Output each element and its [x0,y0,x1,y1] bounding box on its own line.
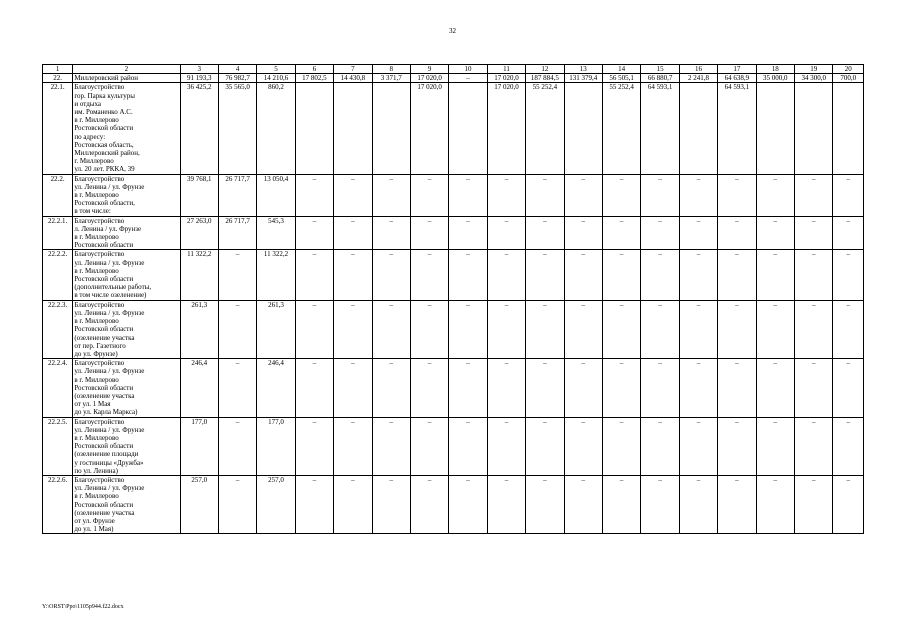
value-cell: – [487,475,525,533]
value-cell: – [718,417,756,475]
column-number-cell: 14 [602,65,640,74]
value-cell: – [526,300,564,358]
row-name-line: в г. Миллерово [74,116,119,125]
value-cell [449,83,487,174]
value-cell: 17 020,0 [410,83,448,174]
value-cell: – [295,250,333,300]
value-cell: – [833,300,864,358]
value-cell: – [718,250,756,300]
table-row [43,216,864,250]
value-cell: – [487,216,525,250]
value-cell: – [602,359,640,417]
table-row [43,475,864,533]
value-cell: 55 252,4 [602,83,640,174]
value-cell: 91 193,3 [180,74,218,83]
row-name-line: Благоустройство [74,417,125,426]
row-name-line: от пер. Газетного [74,341,126,350]
row-name [73,74,180,83]
value-cell: – [602,475,640,533]
row-name-line: Благоустройство [74,475,125,484]
row-code: 22.2.1. [43,216,73,250]
row-name-line: ул. Ленина / ул. Фрунзе [74,182,145,191]
row-name-line: ул. Ленина / ул. Фрунзе [74,258,145,267]
row-name-line: в том числе озеленение) [74,291,147,300]
value-cell: 545,3 [257,216,295,250]
value-cell: – [795,417,833,475]
value-cell: 27 263,0 [180,216,218,250]
row-name-line: в г. Миллерово [74,492,119,501]
value-cell: – [487,359,525,417]
value-cell: – [718,475,756,533]
value-cell: – [679,216,717,250]
row-name-line: до ул. Карла Маркса) [74,408,138,417]
row-name-line: до ул. Фрунзе) [74,349,118,358]
row-name [73,359,180,417]
value-cell: – [602,300,640,358]
row-name-line: Благоустройство [74,216,125,225]
value-cell: – [795,216,833,250]
value-cell: – [410,250,448,300]
row-code: 22.1. [43,83,73,174]
value-cell: 11 322,2 [257,250,295,300]
row-name-line: Ростовской области [74,275,134,284]
value-cell: – [602,417,640,475]
value-cell: – [833,359,864,417]
value-cell: – [526,359,564,417]
value-cell: 64 593,1 [718,83,756,174]
value-cell: 76 982,7 [218,74,256,83]
row-name-line: ул. 20 лет. РККА, 39 [74,165,135,174]
row-name-line: им. Романенко А.С. [74,108,133,117]
row-name-line: в г. Миллерово [74,317,119,326]
value-cell [833,83,864,174]
value-cell: – [295,174,333,216]
value-cell: – [449,359,487,417]
value-cell: – [449,300,487,358]
row-name-line: Благоустройство [74,83,125,92]
row-name-line: (озеленение участка [74,391,135,400]
value-cell: – [833,174,864,216]
value-cell: – [526,174,564,216]
value-cell: – [334,300,372,358]
value-cell: – [295,216,333,250]
value-cell: – [718,359,756,417]
value-cell: – [449,250,487,300]
row-name-line: Ростовской области [74,500,134,509]
value-cell: – [679,475,717,533]
table-row [43,359,864,417]
value-cell: – [641,216,679,250]
column-number-cell: 10 [449,65,487,74]
value-cell: 64 593,1 [641,83,679,174]
table-row [43,174,864,216]
value-cell: – [218,417,256,475]
row-name [73,174,180,216]
value-cell: – [564,359,602,417]
value-cell: – [334,475,372,533]
value-cell: – [679,359,717,417]
table-row [43,250,864,300]
value-cell: – [641,475,679,533]
row-name [73,300,180,358]
value-cell: – [602,216,640,250]
row-name-line: по ул. Ленина) [74,466,118,475]
value-cell: 177,0 [257,417,295,475]
row-name-line: (озеленение участка [74,508,135,517]
value-cell: 55 252,4 [526,83,564,174]
value-cell: – [602,250,640,300]
column-number-cell: 15 [641,65,679,74]
value-cell: – [756,359,794,417]
value-cell: – [487,300,525,358]
value-cell: 2 241,8 [679,74,717,83]
column-number-cell: 7 [334,65,372,74]
row-name-line: л. Ленина / ул. Фрунзе [74,224,142,233]
value-cell: – [410,300,448,358]
value-cell: – [718,300,756,358]
row-name-line: Ростовской области [74,383,134,392]
row-name-line: в г. Миллерово [74,266,119,275]
value-cell: – [756,174,794,216]
column-number-cell: 11 [487,65,525,74]
row-name-line: от ул. 1 Мая [74,400,111,409]
value-cell: – [795,475,833,533]
value-cell: – [372,359,410,417]
value-cell: 3 371,7 [372,74,410,83]
value-cell: 14 210,6 [257,74,295,83]
row-name-line: Ростовской области [74,124,134,133]
value-cell: – [410,417,448,475]
value-cell [334,83,372,174]
value-cell: 261,3 [257,300,295,358]
value-cell: – [564,417,602,475]
value-cell: – [833,250,864,300]
value-cell: – [756,216,794,250]
row-name-line: гор. Парка культуры [74,91,135,100]
value-cell: 17 020,0 [487,74,525,83]
value-cell: – [526,250,564,300]
value-cell: 56 505,1 [602,74,640,83]
row-name-line: в г. Миллерово [74,375,119,384]
column-number-cell: 18 [756,65,794,74]
row-code: 22.2.2. [43,250,73,300]
value-cell: – [295,359,333,417]
value-cell: 11 322,2 [180,250,218,300]
value-cell: 14 430,8 [334,74,372,83]
row-code: 22.2. [43,174,73,216]
value-cell: – [756,475,794,533]
column-number-cell: 12 [526,65,564,74]
value-cell: 187 884,5 [526,74,564,83]
row-name-line: от ул. Фрунзе [74,516,115,525]
column-number-cell: 5 [257,65,295,74]
value-cell: 257,0 [257,475,295,533]
value-cell: – [295,475,333,533]
value-cell [564,83,602,174]
row-name-line: Благоустройство [74,174,125,183]
row-code: 22. [43,74,73,83]
value-cell: – [833,417,864,475]
value-cell: – [487,174,525,216]
value-cell: 35 565,0 [218,83,256,174]
row-name-line: ул. Ленина / ул. Фрунзе [74,367,145,376]
value-cell: – [602,174,640,216]
row-name-line: у гостиницы «Дружба» [74,458,144,467]
row-name [73,475,180,533]
value-cell: 64 638,9 [718,74,756,83]
value-cell: – [487,250,525,300]
column-number-cell: 2 [73,65,180,74]
value-cell: – [334,174,372,216]
value-cell: – [795,300,833,358]
value-cell: – [449,74,487,83]
row-name-line: ул. Ленина / ул. Фрунзе [74,425,145,434]
value-cell: – [564,216,602,250]
row-name-line: (озеленение участка [74,333,135,342]
value-cell: – [641,300,679,358]
value-cell: – [526,417,564,475]
value-cell: – [372,300,410,358]
value-cell: 177,0 [180,417,218,475]
row-name [73,216,180,250]
row-name-line: Благоустройство [74,250,125,259]
column-number-cell: 13 [564,65,602,74]
value-cell: – [641,359,679,417]
value-cell: – [410,216,448,250]
row-name-line: Ростовской области, [74,199,135,208]
row-name-line: (озеленение площади [74,450,139,459]
value-cell: 26 717,7 [218,174,256,216]
value-cell: – [410,174,448,216]
column-number-cell: 1 [43,65,73,74]
row-code: 22.2.5. [43,417,73,475]
column-number-cell: 17 [718,65,756,74]
column-number-cell: 16 [679,65,717,74]
value-cell: – [449,417,487,475]
value-cell: 13 050,4 [257,174,295,216]
value-cell: – [795,250,833,300]
value-cell: – [295,300,333,358]
value-cell: – [718,174,756,216]
row-name-line: (дополнительные работы, [74,283,152,292]
value-cell: – [756,300,794,358]
value-cell: – [718,216,756,250]
row-name-line: в том числе: [74,207,111,216]
column-number-cell: 4 [218,65,256,74]
row-name-line: Миллеровский район [74,74,139,83]
row-name [73,417,180,475]
row-name-line: по адресу: [74,132,106,141]
value-cell: 66 880,7 [641,74,679,83]
table-body [43,65,864,534]
value-cell: – [564,250,602,300]
column-number-cell: 19 [795,65,833,74]
value-cell: – [334,359,372,417]
row-name [73,250,180,300]
value-cell: – [641,417,679,475]
column-number-cell: 20 [833,65,864,74]
table-row [43,83,864,174]
row-name-line: в г. Миллерово [74,233,119,242]
value-cell: – [526,475,564,533]
column-number-row [43,65,864,74]
row-name-line: в г. Миллерово [74,191,119,200]
value-cell: – [679,417,717,475]
value-cell: 17 802,5 [295,74,333,83]
value-cell: 17 020,0 [487,83,525,174]
column-number-cell: 8 [372,65,410,74]
footer-file-path: Y:\ORST\Ppo\1105p944.f22.docx [42,604,124,610]
value-cell: – [526,216,564,250]
value-cell: – [372,174,410,216]
row-name-line: Ростовской области [74,442,134,451]
row-code: 22.2.4. [43,359,73,417]
row-code: 22.2.6. [43,475,73,533]
value-cell: – [564,300,602,358]
value-cell: – [334,216,372,250]
value-cell: – [564,475,602,533]
value-cell: – [756,250,794,300]
value-cell: 35 000,0 [756,74,794,83]
value-cell: 26 717,7 [218,216,256,250]
value-cell: – [487,417,525,475]
value-cell: – [756,417,794,475]
value-cell: 261,3 [180,300,218,358]
value-cell: 246,4 [180,359,218,417]
value-cell: – [449,216,487,250]
row-name-line: до ул. 1 Мая) [74,525,114,534]
value-cell: 860,2 [257,83,295,174]
row-name [73,83,180,174]
row-name-line: Ростовская область, [74,140,134,149]
value-cell: 700,0 [833,74,864,83]
row-name-line: Миллеровский район, [74,149,140,158]
value-cell: – [334,250,372,300]
value-cell: – [372,475,410,533]
row-name-line: ул. Ленина / ул. Фрунзе [74,484,145,493]
value-cell: 34 300,0 [795,74,833,83]
value-cell: – [218,300,256,358]
value-cell: 39 768,1 [180,174,218,216]
budget-table [42,64,864,534]
value-cell: – [564,174,602,216]
value-cell: – [833,216,864,250]
value-cell: – [679,174,717,216]
value-cell: 131 379,4 [564,74,602,83]
row-name-line: в г. Миллерово [74,433,119,442]
column-number-cell: 6 [295,65,333,74]
row-name-line: Благоустройство [74,300,125,309]
row-name-line: и отдыха [74,99,101,108]
value-cell: – [218,475,256,533]
value-cell [795,83,833,174]
value-cell: – [679,250,717,300]
table-row [43,417,864,475]
value-cell: – [449,475,487,533]
value-cell: – [410,359,448,417]
value-cell [679,83,717,174]
value-cell: – [372,216,410,250]
value-cell: 246,4 [257,359,295,417]
value-cell: – [410,475,448,533]
value-cell: 257,0 [180,475,218,533]
row-name-line: Благоустройство [74,359,125,368]
value-cell: – [295,417,333,475]
value-cell: – [334,417,372,475]
value-cell [756,83,794,174]
row-code: 22.2.3. [43,300,73,358]
value-cell: – [218,250,256,300]
column-number-cell: 3 [180,65,218,74]
table-row [43,300,864,358]
page-number: 32 [449,27,456,35]
value-cell: – [679,300,717,358]
row-name-line: Ростовской области [74,241,134,250]
table-row [43,74,864,83]
row-name-line: г. Миллерово [74,157,114,166]
value-cell: – [795,359,833,417]
value-cell: – [833,475,864,533]
value-cell: – [795,174,833,216]
value-cell [372,83,410,174]
value-cell: – [218,359,256,417]
value-cell [295,83,333,174]
value-cell: – [372,250,410,300]
value-cell: – [449,174,487,216]
row-name-line: Ростовской области [74,325,134,334]
value-cell: – [641,174,679,216]
value-cell: – [372,417,410,475]
row-name-line: ул. Ленина / ул. Фрунзе [74,308,145,317]
value-cell: 36 425,2 [180,83,218,174]
value-cell: 17 020,0 [410,74,448,83]
column-number-cell: 9 [410,65,448,74]
value-cell: – [641,250,679,300]
